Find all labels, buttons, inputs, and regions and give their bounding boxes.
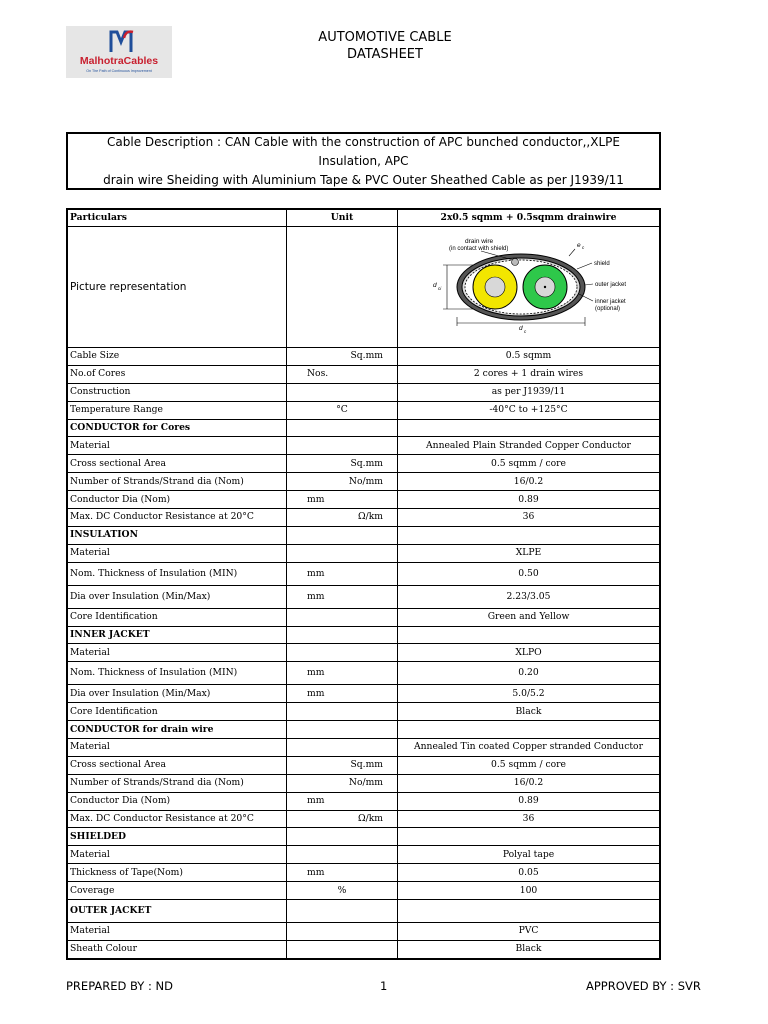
row-value: 0.89	[398, 491, 661, 509]
row-label: Number of Strands/Strand dia (Nom)	[67, 473, 287, 491]
company-logo	[66, 26, 172, 78]
row-label: Coverage	[67, 882, 287, 900]
row-value: 5.0/5.2	[398, 685, 661, 703]
row-label: Nom. Thickness of Insulation (MIN)	[67, 562, 287, 585]
table-row	[67, 509, 660, 527]
row-unit: mm	[287, 562, 398, 585]
cable-description-box	[66, 132, 661, 190]
row-unit	[287, 846, 398, 864]
row-value: 0.5 sqmm / core	[398, 455, 661, 473]
row-unit	[287, 383, 398, 401]
table-row	[67, 792, 660, 810]
row-value: 36	[398, 810, 661, 828]
table-row	[67, 810, 660, 828]
row-value: 0.20	[398, 662, 661, 685]
row-label: Material	[67, 437, 287, 455]
row-label: Dia over Insulation (Min/Max)	[67, 585, 287, 608]
row-unit: °C	[287, 401, 398, 419]
header-unit: Unit	[287, 209, 398, 227]
row-value	[398, 419, 661, 437]
row-unit: mm	[287, 685, 398, 703]
section-header-row	[67, 721, 660, 739]
row-unit: mm	[287, 864, 398, 882]
row-value: Annealed Tin coated Copper stranded Conductor	[398, 739, 661, 757]
row-value: 0.5 sqmm	[398, 348, 661, 366]
row-value: Annealed Plain Stranded Copper Conductor	[398, 437, 661, 455]
table-row	[67, 774, 660, 792]
picture-label: Picture representation	[67, 227, 287, 348]
footer-page-number: 1	[380, 979, 388, 993]
row-label: Number of Strands/Strand dia (Nom)	[67, 774, 287, 792]
row-unit: Sq.mm	[287, 455, 398, 473]
row-label: No.of Cores	[67, 365, 287, 383]
row-value: XLPO	[398, 644, 661, 662]
logo-text: MalhotraCables	[79, 55, 159, 67]
row-unit: Sq.mm	[287, 348, 398, 366]
diagram-label-dci: d	[432, 281, 437, 289]
row-label: Cross sectional Area	[67, 455, 287, 473]
row-value: 100	[398, 882, 661, 900]
section-header-row	[67, 626, 660, 644]
table-row	[67, 437, 660, 455]
header-value: 2x0.5 sqmm + 0.5sqmm drainwire	[398, 209, 661, 227]
row-label: Sheath Colour	[67, 940, 287, 958]
table-row	[67, 739, 660, 757]
row-value: 16/0.2	[398, 473, 661, 491]
row-label: Construction	[67, 383, 287, 401]
diagram-label-optional: (optional)	[594, 305, 620, 312]
row-unit: Ω/km	[287, 509, 398, 527]
row-label: Material	[67, 644, 287, 662]
row-unit: mm	[287, 585, 398, 608]
row-unit: mm	[287, 662, 398, 685]
row-value	[398, 828, 661, 846]
diagram-label-dc-sub: c	[523, 328, 526, 334]
table-row	[67, 882, 660, 900]
row-value	[398, 721, 661, 739]
picture-row	[67, 227, 660, 348]
row-value: 2.23/3.05	[398, 585, 661, 608]
row-unit	[287, 437, 398, 455]
row-label: Material	[67, 544, 287, 562]
row-value: Green and Yellow	[398, 608, 661, 626]
row-unit	[287, 419, 398, 437]
table-row	[67, 544, 660, 562]
table-row	[67, 562, 660, 585]
row-label: Dia over Insulation (Min/Max)	[67, 685, 287, 703]
diagram-label-ec: e	[576, 241, 581, 249]
row-label: Conductor Dia (Nom)	[67, 792, 287, 810]
row-label: Max. DC Conductor Resistance at 20°C	[67, 509, 287, 527]
section-title: INSULATION	[67, 526, 287, 544]
row-label: Core Identification	[67, 608, 287, 626]
diagram-label-outer-jacket: outer jacket	[594, 281, 626, 288]
row-unit	[287, 703, 398, 721]
diagram-label-dc: d	[518, 324, 523, 332]
table-row	[67, 923, 660, 941]
table-header-row	[67, 209, 660, 227]
table-row	[67, 365, 660, 383]
row-label: Nom. Thickness of Insulation (MIN)	[67, 662, 287, 685]
table-row	[67, 644, 660, 662]
cable-description-line2: drain wire Sheiding with Aluminium Tape & PVC Outer Sheathed Cable as per J1939/11	[103, 172, 624, 187]
row-unit	[287, 721, 398, 739]
row-label: Max. DC Conductor Resistance at 20°C	[67, 810, 287, 828]
diagram-label-dci-sub: ci	[437, 285, 441, 291]
row-unit	[287, 900, 398, 923]
row-unit: No/mm	[287, 473, 398, 491]
row-value: -40°C to +125°C	[398, 401, 661, 419]
table-row	[67, 940, 660, 958]
row-value: 0.89	[398, 792, 661, 810]
row-unit	[287, 608, 398, 626]
row-value	[398, 626, 661, 644]
table-row	[67, 491, 660, 509]
table-row	[67, 703, 660, 721]
diagram-label-inner-jacket: inner jacket	[594, 298, 626, 305]
row-value: XLPE	[398, 544, 661, 562]
diagram-label-drain-wire-note: (in contact with shield)	[448, 245, 508, 252]
row-unit: Nos.	[287, 365, 398, 383]
section-title: CONDUCTOR for drain wire	[67, 721, 287, 739]
row-unit: Sq.mm	[287, 756, 398, 774]
header-particulars: Particulars	[67, 209, 287, 227]
specification-table	[66, 208, 661, 960]
row-value	[398, 900, 661, 923]
row-label: Material	[67, 846, 287, 864]
row-value: Black	[398, 703, 661, 721]
cable-cross-section-diagram	[429, 231, 629, 341]
row-unit	[287, 526, 398, 544]
section-header-row	[67, 526, 660, 544]
table-row	[67, 756, 660, 774]
diagram-label-shield: shield	[593, 260, 610, 267]
row-unit	[287, 828, 398, 846]
table-row	[67, 401, 660, 419]
row-value: 0.50	[398, 562, 661, 585]
row-value: 0.5 sqmm / core	[398, 756, 661, 774]
cable-cross-section-cell	[398, 227, 661, 348]
row-value: Polyal tape	[398, 846, 661, 864]
row-value: 16/0.2	[398, 774, 661, 792]
row-label: Thickness of Tape(Nom)	[67, 864, 287, 882]
table-row	[67, 348, 660, 366]
section-title: OUTER JACKET	[67, 900, 287, 923]
row-unit	[287, 940, 398, 958]
diagram-label-drain-wire: drain wire	[464, 237, 493, 245]
row-value: 0.05	[398, 864, 661, 882]
row-unit: mm	[287, 491, 398, 509]
section-header-row	[67, 828, 660, 846]
row-label: Cable Size	[67, 348, 287, 366]
row-unit: %	[287, 882, 398, 900]
logo-tagline: On The Path of Continuous Improvement	[86, 69, 152, 73]
document-title: AUTOMOTIVE CABLE	[318, 30, 452, 45]
footer-prepared-by: PREPARED BY : ND	[66, 979, 173, 993]
row-unit: No/mm	[287, 774, 398, 792]
section-title: SHIELDED	[67, 828, 287, 846]
section-title: INNER JACKET	[67, 626, 287, 644]
row-value: PVC	[398, 923, 661, 941]
row-value: 2 cores + 1 drain wires	[398, 365, 661, 383]
row-unit	[287, 923, 398, 941]
row-label: Core Identification	[67, 703, 287, 721]
row-unit	[287, 644, 398, 662]
table-row	[67, 846, 660, 864]
table-row	[67, 864, 660, 882]
row-value: as per J1939/11	[398, 383, 661, 401]
table-row	[67, 608, 660, 626]
table-row	[67, 685, 660, 703]
row-label: Material	[67, 739, 287, 757]
table-row	[67, 662, 660, 685]
table-row	[67, 455, 660, 473]
table-row	[67, 473, 660, 491]
row-label: Material	[67, 923, 287, 941]
row-unit	[287, 739, 398, 757]
table-row	[67, 585, 660, 608]
row-unit: Ω/km	[287, 810, 398, 828]
diagram-label-ec-sub: c	[581, 244, 584, 250]
row-label: Conductor Dia (Nom)	[67, 491, 287, 509]
row-unit	[287, 544, 398, 562]
row-unit: mm	[287, 792, 398, 810]
document-subtitle: DATASHEET	[347, 47, 423, 62]
section-header-row	[67, 900, 660, 923]
row-label: Temperature Range	[67, 401, 287, 419]
row-unit	[287, 626, 398, 644]
table-row	[67, 383, 660, 401]
footer-approved-by: APPROVED BY : SVR	[586, 979, 701, 993]
cable-description-line1: Cable Description : CAN Cable with the construction of APC bunched conductor,,XLPE Insulation, APC	[107, 134, 620, 168]
row-label: Cross sectional Area	[67, 756, 287, 774]
section-title: CONDUCTOR for Cores	[67, 419, 287, 437]
row-value: 36	[398, 509, 661, 527]
row-value	[398, 526, 661, 544]
row-value: Black	[398, 940, 661, 958]
section-header-row	[67, 419, 660, 437]
